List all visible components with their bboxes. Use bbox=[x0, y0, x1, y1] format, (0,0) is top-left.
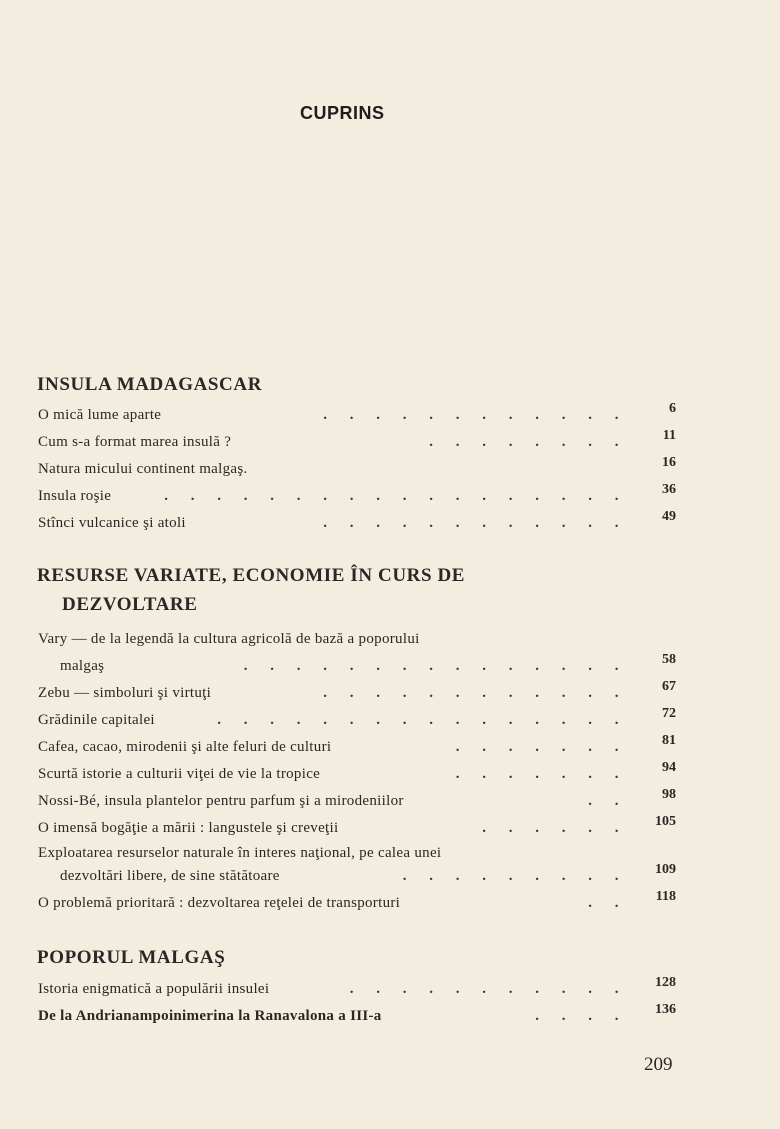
toc-entry-title: Stînci vulcanice şi atoli bbox=[38, 515, 186, 531]
toc-entry bbox=[38, 760, 678, 783]
toc-page-number: 118 bbox=[655, 889, 676, 904]
page-number: 209 bbox=[644, 1054, 673, 1075]
leader-dots: . . . . . . . . . . . . bbox=[323, 515, 628, 531]
toc-entry bbox=[38, 787, 678, 810]
leader-dots: . . . . . . . . . . . . . . . . bbox=[217, 712, 628, 728]
section-heading-resurse bbox=[37, 561, 637, 619]
toc-page-number: 58 bbox=[662, 652, 676, 667]
toc-entry bbox=[38, 401, 678, 424]
toc-page-number: 81 bbox=[662, 733, 676, 748]
toc-entry bbox=[38, 482, 678, 505]
toc-entry bbox=[38, 814, 678, 837]
toc-page-number: 136 bbox=[655, 1002, 676, 1017]
toc-entry-title-cont: malgaş bbox=[60, 658, 105, 674]
toc-page-number: 11 bbox=[662, 428, 676, 443]
leader-dots: . . . . . . . bbox=[455, 739, 628, 755]
toc-entry-title: O mică lume aparte bbox=[38, 407, 162, 423]
toc-entry-title: Exploatarea resurselor naturale în interes naţional, pe calea unei bbox=[38, 845, 442, 861]
toc-page-number: 94 bbox=[662, 760, 676, 775]
leader-dots: . . bbox=[588, 895, 628, 911]
toc-entry bbox=[38, 706, 678, 729]
leader-dots: . . . . . . . . . bbox=[402, 868, 628, 884]
toc-page-number: 16 bbox=[662, 455, 676, 470]
toc-page-number: 105 bbox=[655, 814, 676, 829]
leader-dots: . . . . . . . bbox=[455, 766, 628, 782]
toc-entry bbox=[38, 889, 678, 912]
toc-entry-title-cont: dezvoltări libere, de sine stătătoare bbox=[60, 868, 280, 884]
toc-entry bbox=[38, 630, 678, 675]
toc-page-number: 128 bbox=[655, 975, 676, 990]
toc-entry bbox=[38, 844, 678, 885]
toc-entry-title: Vary — de la legendă la cultura agricolă de bază a poporului bbox=[38, 631, 420, 647]
toc-entry-title: O imensă bogăţie a mării : langustele şi creveţii bbox=[38, 820, 339, 836]
toc-entry-title: Scurtă istorie a culturii viţei de vie la tropice bbox=[38, 766, 321, 782]
toc-entry bbox=[38, 509, 678, 532]
toc-entry bbox=[38, 428, 678, 451]
leader-dots: . . . . . . . . . . . . . . . . . . bbox=[164, 488, 628, 504]
toc-entry-title: Istoria enigmatică a populării insulei bbox=[38, 981, 270, 997]
toc-entry bbox=[38, 679, 678, 702]
section-heading-poporul bbox=[37, 943, 637, 972]
toc-page-number: 98 bbox=[662, 787, 676, 802]
toc-entry-title: Insula roşie bbox=[38, 488, 112, 504]
section-heading-line: RESURSE VARIATE, ECONOMIE ÎN CURS DE bbox=[37, 565, 466, 586]
toc-entry-title: Cum s-a format marea insulă ? bbox=[38, 434, 232, 450]
leader-dots: . . . . bbox=[535, 1008, 628, 1024]
leader-dots: . . . . . . . . . . . . . . . bbox=[243, 658, 628, 674]
toc-entry bbox=[38, 1002, 678, 1025]
toc-entry-title: De la Andrianampoinimerina la Ranavalona a III-a bbox=[38, 1008, 382, 1024]
toc-page-number: 49 bbox=[662, 509, 676, 524]
toc-entry bbox=[38, 455, 678, 478]
toc-page-number: 6 bbox=[669, 401, 676, 416]
section-heading-line: INSULA MADAGASCAR bbox=[37, 374, 263, 395]
leader-dots: . . bbox=[588, 793, 628, 809]
leader-dots: . . . . . . . . . . . . bbox=[323, 685, 628, 701]
section-heading-insula bbox=[37, 370, 637, 399]
toc-entry bbox=[38, 975, 678, 998]
page-title: CUPRINS bbox=[300, 103, 385, 123]
leader-dots: . . . . . . bbox=[482, 820, 628, 836]
toc-page-number: 109 bbox=[655, 862, 676, 877]
toc-page-number: 36 bbox=[662, 482, 676, 497]
toc-entry-title: Nossi-Bé, insula plantelor pentru parfum şi a mirodeniilor bbox=[38, 793, 404, 809]
toc-entry-title: O problemă prioritară : dezvoltarea reţelei de transporturi bbox=[38, 895, 401, 911]
toc-entry-title: Cafea, cacao, mirodenii şi alte feluri de culturi bbox=[38, 739, 332, 755]
toc-entry bbox=[38, 733, 678, 756]
toc-entry-title: Zebu — simboluri şi virtuţi bbox=[38, 685, 212, 701]
toc-entry-title: Grădinile capitalei bbox=[38, 712, 155, 728]
leader-dots: . . . . . . . . bbox=[429, 434, 628, 450]
toc-page-number: 72 bbox=[662, 706, 676, 721]
leader-dots: . . . . . . . . . . . . bbox=[323, 407, 628, 423]
section-heading-line: POPORUL MALGAŞ bbox=[37, 947, 226, 968]
leader-dots: . . . . . . . . . . . bbox=[349, 981, 628, 997]
toc-entry-title: Natura micului continent malgaş. bbox=[38, 461, 248, 477]
toc-page-number: 67 bbox=[662, 679, 676, 694]
section-heading-line: DEZVOLTARE bbox=[62, 594, 198, 615]
